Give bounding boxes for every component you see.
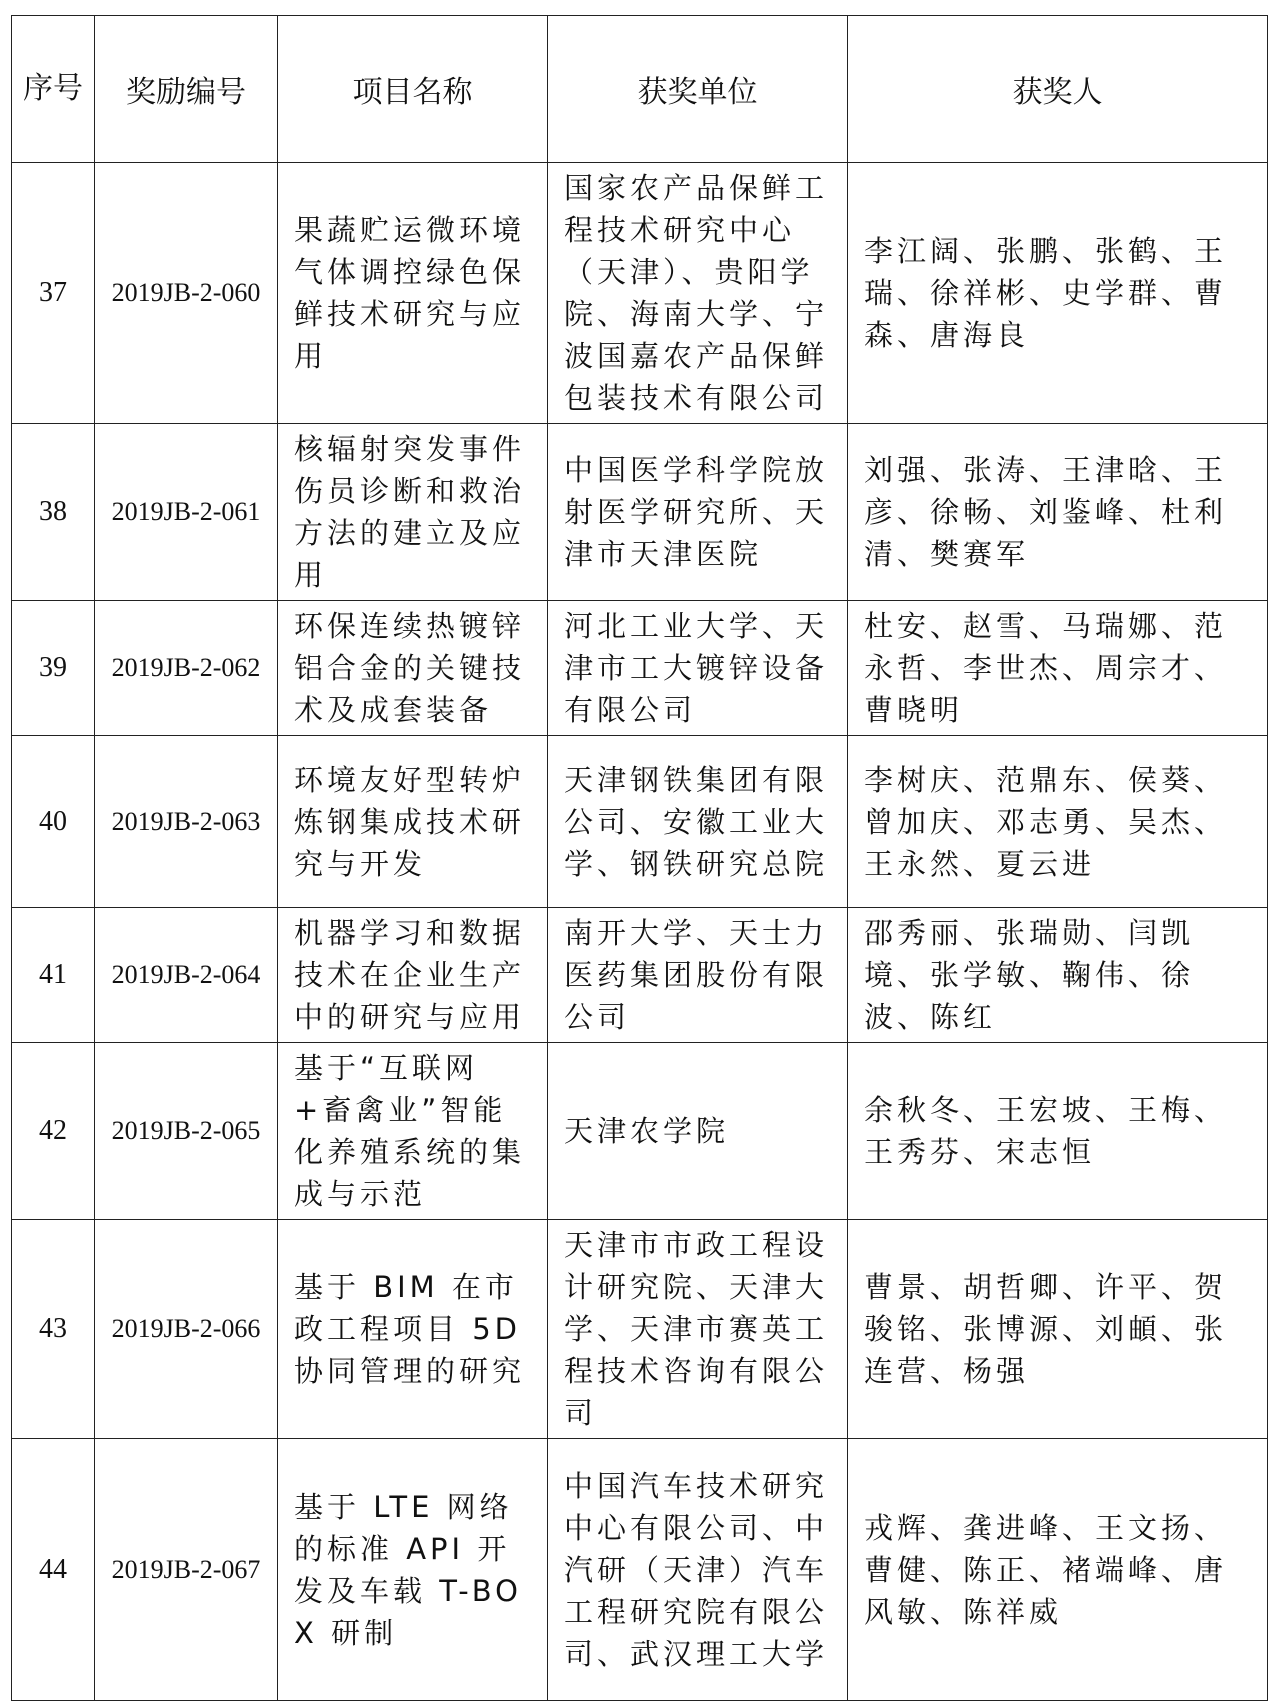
cell-code: 2019JB-2-063	[95, 736, 278, 908]
cell-seq: 44	[12, 1439, 95, 1701]
award-table	[11, 15, 1268, 1701]
cell-unit: 南开大学、天士力医药集团股份有限公司	[548, 908, 848, 1043]
cell-project: 机器学习和数据技术在企业生产中的研究与应用	[278, 908, 548, 1043]
cell-seq: 41	[12, 908, 95, 1043]
cell-people: 邵秀丽、张瑞勋、闫凯境、张学敏、鞠伟、徐波、陈红	[848, 908, 1268, 1043]
cell-people: 李树庆、范鼎东、侯葵、曾加庆、邓志勇、吴杰、王永然、夏云进	[848, 736, 1268, 908]
cell-seq: 37	[12, 163, 95, 424]
cell-project: 环境友好型转炉炼钢集成技术研究与开发	[278, 736, 548, 908]
cell-people: 曹景、胡哲卿、许平、贺骏铭、张博源、刘頔、张连营、杨强	[848, 1220, 1268, 1439]
cell-seq: 38	[12, 424, 95, 601]
cell-unit: 河北工业大学、天津市工大镀锌设备有限公司	[548, 601, 848, 736]
header-code: 奖励编号	[95, 16, 278, 163]
table-row	[12, 1220, 1268, 1439]
cell-seq: 39	[12, 601, 95, 736]
cell-seq: 43	[12, 1220, 95, 1439]
table-row	[12, 1043, 1268, 1220]
cell-seq: 40	[12, 736, 95, 908]
header-project: 项目名称	[278, 16, 548, 163]
table-row	[12, 601, 1268, 736]
cell-code: 2019JB-2-062	[95, 601, 278, 736]
header-row	[12, 16, 1268, 163]
cell-unit: 天津钢铁集团有限公司、安徽工业大学、钢铁研究总院	[548, 736, 848, 908]
cell-project: 基于 BIM 在市政工程项目 5D 协同管理的研究	[278, 1220, 548, 1439]
cell-unit: 中国汽车技术研究中心有限公司、中汽研（天津）汽车工程研究院有限公司、武汉理工大学	[548, 1439, 848, 1701]
table-row	[12, 424, 1268, 601]
cell-code: 2019JB-2-061	[95, 424, 278, 601]
cell-project: 基于“互联网+畜禽业”智能化养殖系统的集成与示范	[278, 1043, 548, 1220]
cell-project: 环保连续热镀锌铝合金的关键技术及成套装备	[278, 601, 548, 736]
table-row	[12, 736, 1268, 908]
cell-project: 基于 LTE 网络的标准 API 开发及车载 T-BOX 研制	[278, 1439, 548, 1701]
table-row	[12, 163, 1268, 424]
cell-unit: 中国医学科学院放射医学研究所、天津市天津医院	[548, 424, 848, 601]
cell-code: 2019JB-2-066	[95, 1220, 278, 1439]
cell-people: 戎辉、龚进峰、王文扬、曹健、陈正、褚端峰、唐风敏、陈祥威	[848, 1439, 1268, 1701]
cell-unit: 天津市市政工程设计研究院、天津大学、天津市赛英工程技术咨询有限公司	[548, 1220, 848, 1439]
cell-code: 2019JB-2-067	[95, 1439, 278, 1701]
table-row	[12, 908, 1268, 1043]
cell-project: 果蔬贮运微环境气体调控绿色保鲜技术研究与应用	[278, 163, 548, 424]
table-row	[12, 1439, 1268, 1701]
cell-people: 杜安、赵雪、马瑞娜、范永哲、李世杰、周宗才、曹晓明	[848, 601, 1268, 736]
cell-unit: 天津农学院	[548, 1043, 848, 1220]
cell-unit: 国家农产品保鲜工程技术研究中心（天津）、贵阳学院、海南大学、宁波国嘉农产品保鲜包装技术有限公司	[548, 163, 848, 424]
header-people: 获奖人	[848, 16, 1268, 163]
cell-code: 2019JB-2-064	[95, 908, 278, 1043]
cell-people: 刘强、张涛、王津晗、王彦、徐畅、刘鉴峰、杜利清、樊赛军	[848, 424, 1268, 601]
cell-people: 李江阔、张鹏、张鹤、王瑞、徐祥彬、史学群、曹森、唐海良	[848, 163, 1268, 424]
cell-code: 2019JB-2-065	[95, 1043, 278, 1220]
cell-code: 2019JB-2-060	[95, 163, 278, 424]
header-unit: 获奖单位	[548, 16, 848, 163]
cell-seq: 42	[12, 1043, 95, 1220]
header-seq: 序号	[12, 16, 95, 163]
cell-people: 余秋冬、王宏坡、王梅、王秀芬、宋志恒	[848, 1043, 1268, 1220]
cell-project: 核辐射突发事件伤员诊断和救治方法的建立及应用	[278, 424, 548, 601]
